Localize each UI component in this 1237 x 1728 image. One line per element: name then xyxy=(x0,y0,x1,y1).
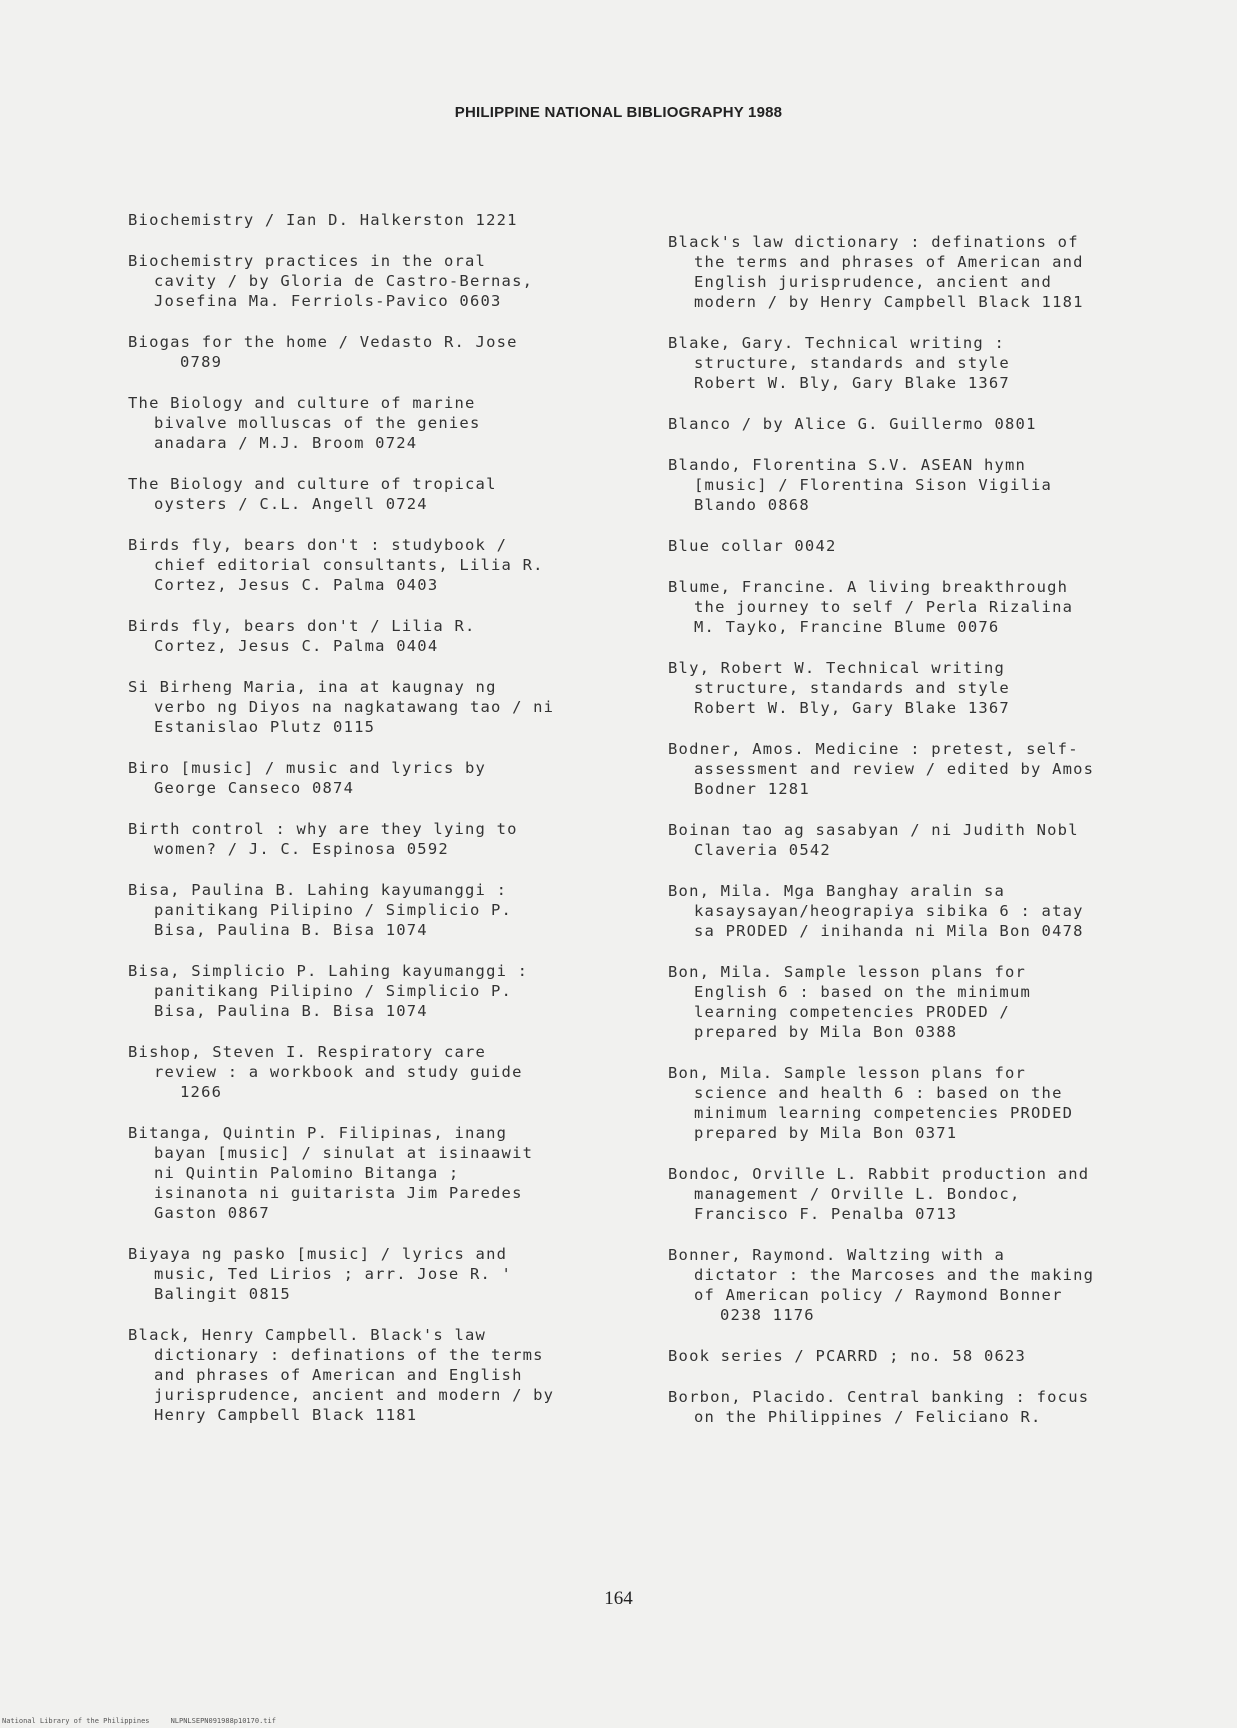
entry-line: Black, Henry Campbell. Black's law xyxy=(128,1326,487,1344)
entry-line: women? / J. C. Espinosa 0592 xyxy=(154,840,449,858)
bibliography-entry xyxy=(668,1387,1188,1427)
entry-line: Josefina Ma. Ferriols-Pavico 0603 xyxy=(154,292,502,310)
entry-line: panitikang Pilipino / Simplicio P. xyxy=(154,982,513,1000)
entry-line: Biro [music] / music and lyrics by xyxy=(128,759,487,777)
entry-line: assessment and review / edited by Amos xyxy=(694,760,1095,778)
bibliography-entry xyxy=(128,474,648,514)
entry-line: Cortez, Jesus C. Palma 0404 xyxy=(154,637,439,655)
entry-line: Biyaya ng pasko [music] / lyrics and xyxy=(128,1245,508,1263)
entry-line: Bishop, Steven I. Respiratory care xyxy=(128,1043,487,1061)
entry-line: 1266 xyxy=(180,1083,223,1101)
scan-footer: National Library of the Philippines NLPNLSEPN091988p10170.tif xyxy=(2,1717,276,1725)
bibliography-entry xyxy=(668,455,1188,515)
entry-line: Blake, Gary. Technical writing : xyxy=(668,334,1006,352)
bibliography-entry xyxy=(668,577,1188,637)
entry-line: review : a workbook and study guide xyxy=(154,1063,523,1081)
entry-line: Bonner, Raymond. Waltzing with a xyxy=(668,1246,1006,1264)
entry-line: kasaysayan/heograpiya sibika 6 : atay xyxy=(694,902,1084,920)
entry-line: minimum learning competencies PRODED xyxy=(694,1104,1074,1122)
entry-line: Borbon, Placido. Central banking : focus xyxy=(668,1388,1090,1406)
entry-line: isinanota ni guitarista Jim Paredes xyxy=(154,1184,523,1202)
entry-line: Blanco / by Alice G. Guillermo 0801 xyxy=(668,415,1037,433)
entry-line: anadara / M.J. Broom 0724 xyxy=(154,434,418,452)
bibliography-entry xyxy=(128,1123,648,1223)
entry-line: 0238 1176 xyxy=(720,1306,815,1324)
entry-line: [music] / Florentina Sison Vigilia xyxy=(694,476,1053,494)
entry-line: Si Birheng Maria, ina at kaugnay ng xyxy=(128,678,497,696)
entry-line: the terms and phrases of American and xyxy=(694,253,1084,271)
entry-line: The Biology and culture of marine xyxy=(128,394,476,412)
bibliography-entry xyxy=(128,251,648,311)
bibliography-entry xyxy=(668,414,1188,434)
bibliography-entry xyxy=(128,393,648,453)
entry-line: Estanislao Plutz 0115 xyxy=(154,718,376,736)
entry-line: structure, standards and style xyxy=(694,354,1010,372)
entry-line: Bisa, Paulina B. Lahing kayumanggi : xyxy=(128,881,508,899)
entry-line: Boinan tao ag sasabyan / ni Judith Nobl xyxy=(668,821,1079,839)
entry-line: science and health 6 : based on the xyxy=(694,1084,1063,1102)
bibliography-entry xyxy=(128,880,648,940)
entry-line: dictionary : definations of the terms xyxy=(154,1346,544,1364)
entry-line: The Biology and culture of tropical xyxy=(128,475,497,493)
entry-line: Book series / PCARRD ; no. 58 0623 xyxy=(668,1347,1027,1365)
entry-line: Biochemistry practices in the oral xyxy=(128,252,487,270)
entry-line: Bisa, Paulina B. Bisa 1074 xyxy=(154,921,428,939)
bibliography-entry xyxy=(668,1245,1188,1325)
entry-line: Robert W. Bly, Gary Blake 1367 xyxy=(694,374,1010,392)
entry-line: of American policy / Raymond Bonner xyxy=(694,1286,1063,1304)
entry-line: Bisa, Simplicio P. Lahing kayumanggi : xyxy=(128,962,529,980)
entry-line: and phrases of American and English xyxy=(154,1366,523,1384)
entry-line: Robert W. Bly, Gary Blake 1367 xyxy=(694,699,1010,717)
entry-line: verbo ng Diyos na nagkatawang tao / ni xyxy=(154,698,555,716)
entry-line: ni Quintin Palomino Bitanga ; xyxy=(154,1164,460,1182)
bibliography-entry xyxy=(128,819,648,859)
entry-line: jurisprudence, ancient and modern / by xyxy=(154,1386,555,1404)
entry-line: Bisa, Paulina B. Bisa 1074 xyxy=(154,1002,428,1020)
entry-line: Bon, Mila. Sample lesson plans for xyxy=(668,1064,1027,1082)
entry-line: Blando 0868 xyxy=(694,496,810,514)
entry-line: Bly, Robert W. Technical writing xyxy=(668,659,1006,677)
entry-line: panitikang Pilipino / Simplicio P. xyxy=(154,901,513,919)
entry-line: Birds fly, bears don't : studybook / xyxy=(128,536,508,554)
entry-line: Cortez, Jesus C. Palma 0403 xyxy=(154,576,439,594)
entry-line: Balingit 0815 xyxy=(154,1285,291,1303)
bibliography-entry xyxy=(128,758,648,798)
bibliography-entry xyxy=(668,881,1188,941)
bibliography-entry xyxy=(128,1244,648,1304)
entry-line: Blume, Francine. A living breakthrough xyxy=(668,578,1069,596)
right-column xyxy=(668,232,1188,1448)
entry-line: Claveria 0542 xyxy=(694,841,831,859)
entry-line: cavity / by Gloria de Castro-Bernas, xyxy=(154,272,534,290)
bibliography-entry xyxy=(668,962,1188,1042)
bibliography-entry xyxy=(668,739,1188,799)
bibliography-entry xyxy=(128,332,648,372)
entry-line: on the Philippines / Feliciano R. xyxy=(694,1408,1042,1426)
left-column xyxy=(128,210,648,1446)
bibliography-entry xyxy=(128,1042,648,1102)
entry-line: Francisco F. Penalba 0713 xyxy=(694,1205,958,1223)
entry-line: Biogas for the home / Vedasto R. Jose xyxy=(128,333,518,351)
entry-line: bivalve molluscas of the genies xyxy=(154,414,481,432)
bibliography-entry xyxy=(128,677,648,737)
entry-line: Bodner, Amos. Medicine : pretest, self- xyxy=(668,740,1079,758)
entry-line: oysters / C.L. Angell 0724 xyxy=(154,495,428,513)
bibliography-entry xyxy=(668,1063,1188,1143)
entry-line: Blue collar 0042 xyxy=(668,537,837,555)
entry-line: Birds fly, bears don't / Lilia R. xyxy=(128,617,476,635)
entry-line: Birth control : why are they lying to xyxy=(128,820,518,838)
entry-line: sa PRODED / inihanda ni Mila Bon 0478 xyxy=(694,922,1084,940)
entry-line: Bon, Mila. Sample lesson plans for xyxy=(668,963,1027,981)
entry-line: English 6 : based on the minimum xyxy=(694,983,1032,1001)
page-number: 164 xyxy=(604,1588,633,1609)
entry-line: Black's law dictionary : definations of xyxy=(668,233,1079,251)
entry-line: Henry Campbell Black 1181 xyxy=(154,1406,418,1424)
bibliography-entry xyxy=(668,232,1188,312)
entry-line: Gaston 0867 xyxy=(154,1204,270,1222)
entry-line: learning competencies PRODED / xyxy=(694,1003,1010,1021)
entry-line: the journey to self / Perla Rizalina xyxy=(694,598,1074,616)
entry-line: Bitanga, Quintin P. Filipinas, inang xyxy=(128,1124,508,1142)
bibliography-entry xyxy=(128,210,648,230)
bibliography-entry xyxy=(128,616,648,656)
bibliography-entry xyxy=(668,333,1188,393)
entry-line: M. Tayko, Francine Blume 0076 xyxy=(694,618,1000,636)
entry-line: Bon, Mila. Mga Banghay aralin sa xyxy=(668,882,1006,900)
entry-line: Blando, Florentina S.V. ASEAN hymn xyxy=(668,456,1027,474)
page-title: PHILIPPINE NATIONAL BIBLIOGRAPHY 1988 xyxy=(454,104,783,121)
entry-line: Bodner 1281 xyxy=(694,780,810,798)
bibliography-entry xyxy=(128,961,648,1021)
entry-line: dictator : the Marcoses and the making xyxy=(694,1266,1095,1284)
entry-line: Bondoc, Orville L. Rabbit production and xyxy=(668,1165,1090,1183)
entry-line: George Canseco 0874 xyxy=(154,779,355,797)
entry-line: bayan [music] / sinulat at isinaawit xyxy=(154,1144,534,1162)
bibliography-entry xyxy=(668,1164,1188,1224)
entry-line: chief editorial consultants, Lilia R. xyxy=(154,556,544,574)
entry-line: structure, standards and style xyxy=(694,679,1010,697)
bibliography-entry xyxy=(668,658,1188,718)
entry-line: English jurisprudence, ancient and xyxy=(694,273,1053,291)
bibliography-entry xyxy=(668,820,1188,860)
entry-line: Biochemistry / Ian D. Halkerston 1221 xyxy=(128,211,518,229)
entry-line: management / Orville L. Bondoc, xyxy=(694,1185,1021,1203)
entry-line: 0789 xyxy=(180,353,223,371)
bibliography-entry xyxy=(128,1325,648,1425)
bibliography-entry xyxy=(668,1346,1188,1366)
entry-line: music, Ted Lirios ; arr. Jose R. ' xyxy=(154,1265,513,1283)
entry-line: prepared by Mila Bon 0388 xyxy=(694,1023,958,1041)
entry-line: prepared by Mila Bon 0371 xyxy=(694,1124,958,1142)
entry-line: modern / by Henry Campbell Black 1181 xyxy=(694,293,1084,311)
bibliography-entry xyxy=(128,535,648,595)
bibliography-entry xyxy=(668,536,1188,556)
